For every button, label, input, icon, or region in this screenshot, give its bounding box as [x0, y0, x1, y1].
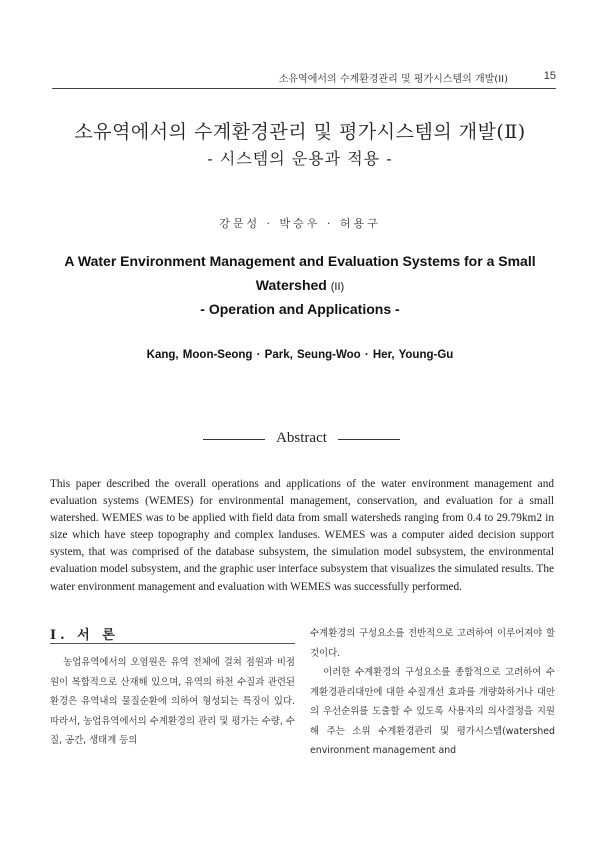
section-rule — [50, 643, 295, 644]
page-number: 15 — [543, 70, 556, 82]
header-rule — [52, 88, 556, 89]
english-title-line1: A Water Environment Management and Evaluation Systems for a Small — [64, 253, 536, 269]
english-title-watershed: Watershed — [255, 277, 327, 293]
korean-title: 소유역에서의 수계환경관리 및 평가시스템의 개발(Ⅱ) — [74, 121, 526, 143]
right-column — [310, 624, 555, 761]
english-authors: Kang, Moon-Seong · Park, Seung-Woo · Her, Young-Gu — [146, 349, 454, 361]
english-title-line2 — [50, 277, 550, 293]
english-subtitle: - Operation and Applications - — [200, 301, 400, 317]
intro-paragraph-right-second: 이러한 수계환경의 구성요소를 종합적으로 고려하여 수계환경관리대안에 대한 수질개선 효과를 개량화하거나 대안의 우선순위를 도출할 수 있도록 사용자의 의사결정을 지원해 주는 소위 수계환경관리 및 평가시스템(watershed environment management and — [310, 667, 555, 756]
abstract-heading: Abstract — [276, 430, 327, 446]
left-column — [50, 653, 295, 751]
running-title: 소유역에서의 수계환경관리 및 평가시스템의 개발(II) — [278, 74, 508, 85]
korean-authors: 강문성 · 박승우 · 허용구 — [219, 217, 381, 230]
abstract-body: This paper described the overall operations and applications of the water environment management and evaluation systems (WEMES) for environmental management, conservation, and evaluation for a small watershed. WEMES was to be applied with field data from small watersheds ranging from 0.4 to 29.79km2 in size which have steep topography and complex landuses. WEMES was a computer aided decision support system, that was comprised of the database subsystem, the simulation model subsystem, the environmental evaluation model subsystem, and the graphic user interface subsystem that visualizes the simulated results. The water environment management and evaluation with WEMES was successfully performed. — [50, 478, 554, 593]
abstract-rule-left — [203, 439, 265, 440]
running-header — [52, 70, 556, 86]
abstract-rule-right — [338, 439, 400, 440]
abstract-heading-block — [0, 430, 600, 450]
intro-paragraph-left: 농업유역에서의 오염원은 유역 전체에 걸쳐 점원과 비점원이 복합적으로 산재해 있으며, 유역의 하천 수질과 관련된 환경은 유역내의 물질순환에 의하여 형성되는 특징이 있다. 따라서, 농업유역에서의 수계환경의 관리 및 평가는 수량, 수질, 공간, 생태계 등의 — [50, 657, 295, 746]
intro-paragraph-right-continued: 수계환경의 구성요소를 전반적으로 고려하여 이루어져야 할 것이다. — [310, 628, 555, 659]
english-title-roman-numeral: (II) — [330, 281, 345, 293]
section-heading-introduction: Ⅰ. 서 론 — [50, 628, 119, 643]
korean-subtitle: - 시스템의 운용과 적용 - — [207, 149, 393, 168]
